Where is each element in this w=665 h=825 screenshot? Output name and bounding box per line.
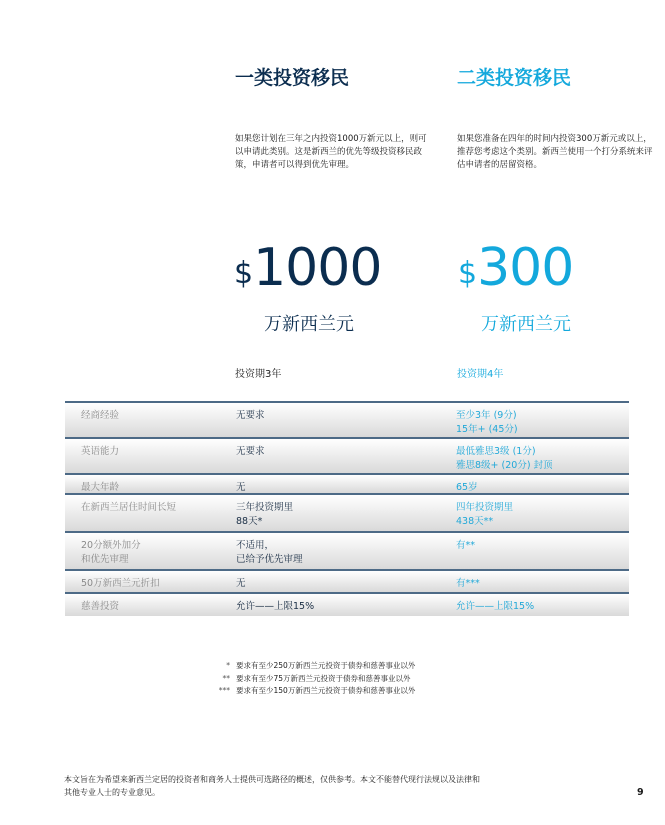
cell-line: 无 xyxy=(236,482,246,493)
cell-line: 英语能力 xyxy=(81,446,120,457)
footnote xyxy=(205,685,415,698)
footnote xyxy=(205,673,415,686)
comparison-table xyxy=(65,401,629,616)
table-row xyxy=(65,437,629,473)
currency-symbol: $ xyxy=(458,256,478,291)
row-label xyxy=(81,577,160,591)
table-row xyxy=(65,592,629,616)
investor-category-2-title: 二类投资移民 xyxy=(457,67,572,89)
category-2-description: 如果您准备在四年的时间内投资300万新元或以上，推荐您考虑这个类别。新西兰使用一个打分系统来评估申请者的居留资格。 xyxy=(457,134,653,170)
disclaimer-line: 本文旨在为希望来新西兰定居的投资者和商务人士提供可选路径的概述，仅供参考。本文不能替代现行法规以及法律和 xyxy=(64,775,480,784)
cell-line: 最大年龄 xyxy=(81,482,120,493)
category-2-value xyxy=(456,409,518,436)
category-1-description: 如果您计划在三年之内投资1000万新元以上，则可以申请此类别。这是新西兰的优先等级投资移民政策，申请者可以得到优先审理。 xyxy=(235,134,427,170)
cell-line: 允许——上限15% xyxy=(236,601,315,612)
row-label xyxy=(81,445,119,459)
cell-line: 四年投资期里 xyxy=(456,502,514,513)
category-1-amount xyxy=(234,238,381,310)
cell-line: 50万新西兰元折扣 xyxy=(81,578,160,589)
cell-line: 有*** xyxy=(456,578,480,589)
cell-line: 65岁 xyxy=(456,482,478,493)
category-2-investment-period: 投资期4年 xyxy=(457,369,504,380)
footnote-text: 要求有至少75万新西兰元投资于债券和慈善事业以外 xyxy=(236,673,411,683)
footnote-text: 要求有至少150万新西兰元投资于债券和慈善事业以外 xyxy=(236,686,416,695)
cell-line: 88天* xyxy=(236,515,263,527)
cell-line: 无 xyxy=(236,578,246,589)
disclaimer-line: 其他专业人士的专业意见。 xyxy=(64,788,160,797)
table-row xyxy=(65,473,629,493)
table-row xyxy=(65,531,629,569)
category-1-value xyxy=(236,539,303,566)
table-row xyxy=(65,493,629,531)
category-2-value xyxy=(456,600,534,614)
amount-value: 1000 xyxy=(253,238,382,298)
category-1-value xyxy=(236,501,293,528)
category-2-value xyxy=(456,577,480,591)
category-2-value xyxy=(456,501,513,528)
table-row xyxy=(65,569,629,592)
cell-line: 慈善投资 xyxy=(81,601,120,612)
category-1-value xyxy=(236,577,246,591)
cell-line: 不适用， xyxy=(236,540,275,551)
cell-line: 有** xyxy=(456,540,476,551)
row-label xyxy=(81,539,141,566)
page-number: 9 xyxy=(637,787,644,798)
cell-line: 无要求 xyxy=(236,446,265,457)
disclaimer xyxy=(64,773,564,799)
currency-symbol: $ xyxy=(234,256,254,291)
cell-line: 经商经验 xyxy=(81,410,120,421)
amount-value: 300 xyxy=(477,238,574,298)
footnotes xyxy=(205,660,415,698)
category-1-value xyxy=(236,445,265,459)
footnote-text: 要求有至少250万新西兰元投资于债券和慈善事业以外 xyxy=(236,661,416,670)
cell-line: 无要求 xyxy=(236,410,265,421)
cell-line: 雅思8级+ (20分) 封顶 xyxy=(456,459,553,471)
category-1-value xyxy=(236,409,265,423)
category-1-investment-period: 投资期3年 xyxy=(235,369,282,380)
footnote xyxy=(205,660,415,673)
cell-line: 最低雅思3级 (1分) xyxy=(456,446,536,457)
cell-line: 20分额外加分 xyxy=(81,540,141,551)
cell-line: 在新西兰居住时间长短 xyxy=(81,502,177,513)
category-1-value xyxy=(236,600,314,614)
category-2-value xyxy=(456,445,553,472)
investor-category-1-title: 一类投资移民 xyxy=(235,67,350,89)
category-1-amount-unit: 万新西兰元 xyxy=(264,314,354,335)
cell-line: 三年投资期里 xyxy=(236,502,294,513)
cell-line: 已给予优先审理 xyxy=(236,553,303,565)
footnote-mark: ** xyxy=(222,673,230,683)
row-label xyxy=(81,409,119,423)
cell-line: 至少3年 (9分) xyxy=(456,410,517,421)
row-label xyxy=(81,501,176,515)
category-2-amount xyxy=(458,238,573,310)
cell-line: 438天** xyxy=(456,515,494,527)
category-2-value xyxy=(456,539,475,553)
footnote-mark: *** xyxy=(218,686,230,695)
footnote-mark: * xyxy=(226,661,230,670)
table-row xyxy=(65,401,629,437)
category-2-amount-unit: 万新西兰元 xyxy=(481,314,571,335)
row-label xyxy=(81,600,119,614)
cell-line: 和优先审理 xyxy=(81,553,129,565)
cell-line: 允许——上限15% xyxy=(456,601,535,612)
cell-line: 15年+ (45分) xyxy=(456,423,518,435)
